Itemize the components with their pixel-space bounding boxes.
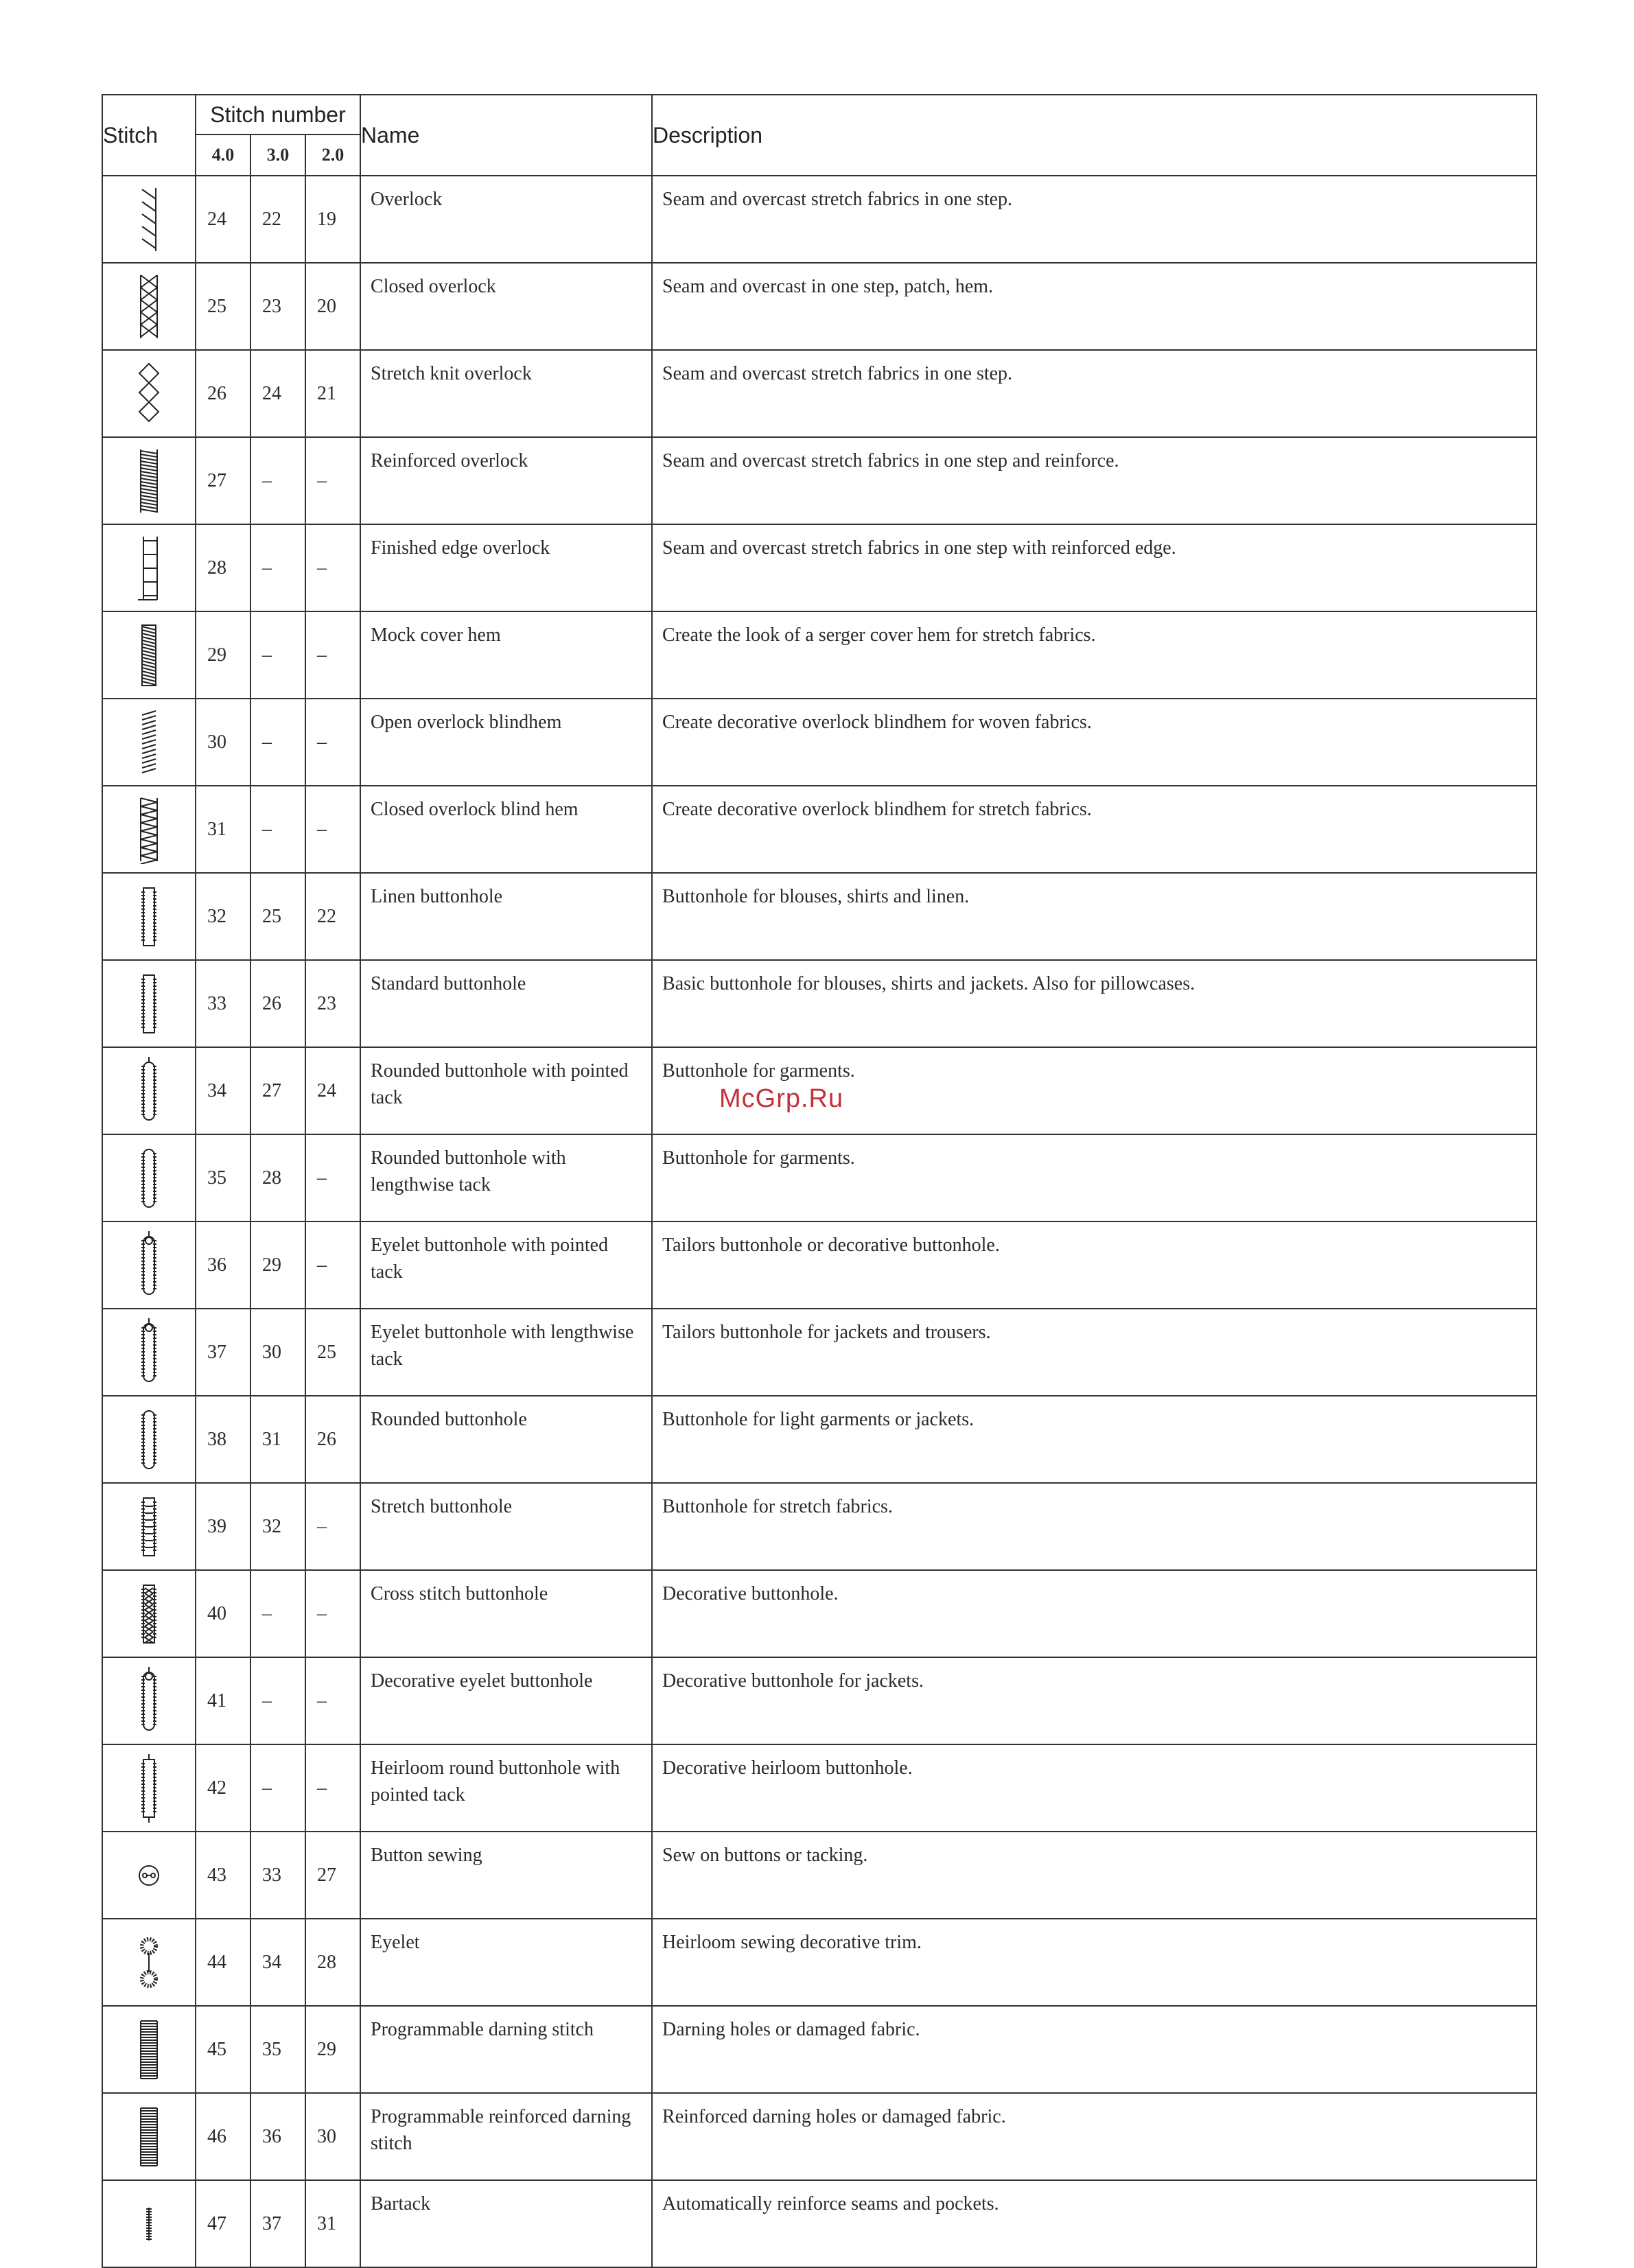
stitch-name: Open overlock blindhem [360,699,652,786]
stitch-description: Darning holes or damaged fabric. [652,2006,1537,2093]
stitch-name: Cross stitch buttonhole [360,1570,652,1657]
stitch-name: Closed overlock [360,263,652,350]
stitch-number-4-0: 24 [196,176,250,263]
stitch-number-4-0: 46 [196,2093,250,2180]
table-row [102,1134,1537,1221]
stitch-description: Seam and overcast stretch fabrics in one step and reinforce. [652,437,1537,524]
stitch-icon-cell [102,873,196,960]
table-row [102,437,1537,524]
stitch-number-3-0: 22 [250,176,305,263]
table-header [102,95,1537,176]
table-row [102,524,1537,611]
closed-overlock-stitch-icon [135,272,163,341]
stitch-number-4-0: 47 [196,2180,250,2267]
stitch-description: Tailors buttonhole or decorative buttonhole. [652,1221,1537,1309]
stitch-number-2-0: 26 [305,1396,360,1483]
stitch-name: Finished edge overlock [360,524,652,611]
stitch-icon-cell [102,786,196,873]
overlock-stitch-icon [135,185,163,254]
table-row [102,2093,1537,2180]
table-row [102,611,1537,699]
stitch-number-3-0: 36 [250,2093,305,2180]
stitch-description: Buttonhole for blouses, shirts and linen. [652,873,1537,960]
rounded-buttonhole-pointed-tack-stitch-icon [135,1057,163,1125]
stitch-number-2-0: – [305,524,360,611]
stitch-name: Overlock [360,176,652,263]
stitch-icon-cell [102,176,196,263]
rounded-buttonhole-lengthwise-tack-stitch-icon [135,1144,163,1213]
table-row [102,699,1537,786]
stitch-number-2-0: 31 [305,2180,360,2267]
description-column-header: Description [652,95,1537,176]
eyelet-buttonhole-lengthwise-tack-stitch-icon [135,1318,163,1387]
rounded-buttonhole-stitch-icon [135,1405,163,1474]
stitch-name: Button sewing [360,1832,652,1919]
stitch-icon-cell [102,960,196,1047]
stitch-number-3-0: 24 [250,350,305,437]
stitch-number-2-0: – [305,1657,360,1744]
table-row [102,1832,1537,1919]
stitch-icon-cell [102,1919,196,2006]
button-sewing-stitch-icon [135,1841,163,1910]
stitch-number-2-0: 27 [305,1832,360,1919]
stitch-description: Buttonhole for garments. [652,1047,1537,1134]
table-row [102,1309,1537,1396]
decorative-eyelet-buttonhole-stitch-icon [135,1667,163,1735]
linen-buttonhole-stitch-icon [135,882,163,951]
table-row [102,350,1537,437]
stitch-number-2-0: 25 [305,1309,360,1396]
table-row [102,1657,1537,1744]
stitch-number-2-0: 29 [305,2006,360,2093]
model-3-0-header: 3.0 [250,135,305,176]
stitch-name: Rounded buttonhole [360,1396,652,1483]
stitch-table [102,94,1537,2268]
stitch-icon-cell [102,524,196,611]
mock-cover-hem-stitch-icon [135,621,163,690]
stitch-icon-cell [102,2006,196,2093]
stitch-number-3-0: 32 [250,1483,305,1570]
stitch-number-4-0: 25 [196,263,250,350]
cross-stitch-buttonhole-stitch-icon [135,1580,163,1648]
stitch-number-3-0: – [250,1570,305,1657]
stitch-number-2-0: – [305,1483,360,1570]
stitch-description: Seam and overcast stretch fabrics in one step. [652,176,1537,263]
stretch-knit-overlock-stitch-icon [135,360,163,428]
stitch-name: Linen buttonhole [360,873,652,960]
stitch-number-3-0: 27 [250,1047,305,1134]
stitch-description: Automatically reinforce seams and pockets. [652,2180,1537,2267]
stitch-number-2-0: 24 [305,1047,360,1134]
stitch-number-2-0: – [305,1570,360,1657]
stitch-description: Buttonhole for garments. [652,1134,1537,1221]
stitch-name: Closed overlock blind hem [360,786,652,873]
model-2-0-header: 2.0 [305,135,360,176]
stitch-description: Seam and overcast in one step, patch, hem. [652,263,1537,350]
stitch-number-4-0: 31 [196,786,250,873]
stitch-number-2-0: – [305,437,360,524]
stitch-name: Decorative eyelet buttonhole [360,1657,652,1744]
stitch-number-4-0: 37 [196,1309,250,1396]
stitch-name: Rounded buttonhole with pointed tack [360,1047,652,1134]
stitch-name: Bartack [360,2180,652,2267]
stitch-number-3-0: – [250,524,305,611]
stitch-icon-cell [102,437,196,524]
stitch-number-2-0: 21 [305,350,360,437]
stitch-number-4-0: 45 [196,2006,250,2093]
stitch-icon-cell [102,2180,196,2267]
stitch-description: Create the look of a serger cover hem for stretch fabrics. [652,611,1537,699]
stitch-number-2-0: – [305,611,360,699]
stitch-icon-cell [102,1744,196,1832]
stitch-number-4-0: 43 [196,1832,250,1919]
stitch-number-3-0: 35 [250,2006,305,2093]
stitch-number-4-0: 32 [196,873,250,960]
stitch-icon-cell [102,263,196,350]
table-row [102,960,1537,1047]
stitch-number-3-0: 23 [250,263,305,350]
stitch-icon-cell [102,1134,196,1221]
stitch-description: Create decorative overlock blindhem for woven fabrics. [652,699,1537,786]
table-row [102,263,1537,350]
stitch-number-4-0: 33 [196,960,250,1047]
stitch-number-3-0: 31 [250,1396,305,1483]
stitch-name: Standard buttonhole [360,960,652,1047]
stitch-description: Decorative buttonhole for jackets. [652,1657,1537,1744]
stitch-name: Programmable reinforced darning stitch [360,2093,652,2180]
stitch-icon-cell [102,2093,196,2180]
stitch-name: Reinforced overlock [360,437,652,524]
table-body [102,176,1537,2267]
heirloom-round-buttonhole-stitch-icon [135,1754,163,1823]
stitch-number-4-0: 35 [196,1134,250,1221]
stitch-description: Buttonhole for light garments or jackets. [652,1396,1537,1483]
stitch-number-2-0: 23 [305,960,360,1047]
stitch-number-2-0: 19 [305,176,360,263]
stitch-number-3-0: 25 [250,873,305,960]
stitch-number-4-0: 29 [196,611,250,699]
programmable-darning-stitch-icon [135,2015,163,2084]
stitch-icon-cell [102,1221,196,1309]
stitch-number-2-0: – [305,786,360,873]
model-4-0-header: 4.0 [196,135,250,176]
stitch-description: Basic buttonhole for blouses, shirts and jackets. Also for pillowcases. [652,960,1537,1047]
stitch-number-2-0: 20 [305,263,360,350]
eyelet-stitch-icon [135,1928,163,1997]
table-row [102,1570,1537,1657]
stitch-column-header: Stitch [102,95,196,176]
stitch-icon-cell [102,350,196,437]
watermark: McGrp.Ru [719,1084,844,1113]
table-row [102,2180,1537,2267]
table-row [102,1744,1537,1832]
name-column-header: Name [360,95,652,176]
table-row [102,2006,1537,2093]
stitch-name: Eyelet buttonhole with pointed tack [360,1221,652,1309]
closed-overlock-blind-hem-stitch-icon [135,795,163,864]
stitch-name: Programmable darning stitch [360,2006,652,2093]
stitch-number-3-0: 26 [250,960,305,1047]
table-row [102,873,1537,960]
table-row [102,1396,1537,1483]
stitch-number-2-0: 30 [305,2093,360,2180]
stitch-number-4-0: 38 [196,1396,250,1483]
stitch-number-4-0: 30 [196,699,250,786]
stitch-number-3-0: – [250,786,305,873]
stitch-description: Tailors buttonhole for jackets and trousers. [652,1309,1537,1396]
finished-edge-overlock-stitch-icon [135,534,163,603]
stitch-icon-cell [102,1309,196,1396]
stitch-number-2-0: – [305,1221,360,1309]
stitch-number-3-0: – [250,699,305,786]
stitch-icon-cell [102,699,196,786]
stitch-number-3-0: – [250,1744,305,1832]
stitch-number-2-0: – [305,1744,360,1832]
stitch-number-4-0: 34 [196,1047,250,1134]
table-row [102,786,1537,873]
stitch-number-3-0: – [250,1657,305,1744]
stitch-number-2-0: 28 [305,1919,360,2006]
stitch-icon-cell [102,1832,196,1919]
open-overlock-blindhem-stitch-icon [135,708,163,777]
stitch-icon-cell [102,1047,196,1134]
stitch-icon-cell [102,1570,196,1657]
table-row [102,176,1537,263]
stitch-number-2-0: – [305,1134,360,1221]
stitch-number-3-0: 37 [250,2180,305,2267]
stitch-icon-cell [102,611,196,699]
stitch-number-4-0: 44 [196,1919,250,2006]
bartack-stitch-icon [135,2190,163,2258]
stitch-description: Reinforced darning holes or damaged fabric. [652,2093,1537,2180]
stitch-description: Buttonhole for stretch fabrics. [652,1483,1537,1570]
stitch-icon-cell [102,1396,196,1483]
stitch-number-3-0: – [250,437,305,524]
stitch-description: Seam and overcast stretch fabrics in one step. [652,350,1537,437]
stretch-buttonhole-stitch-icon [135,1493,163,1561]
stitch-description: Decorative buttonhole. [652,1570,1537,1657]
stitch-number-3-0: – [250,611,305,699]
stitch-number-3-0: 28 [250,1134,305,1221]
stitch-number-4-0: 28 [196,524,250,611]
stitch-description: Decorative heirloom buttonhole. [652,1744,1537,1832]
reinforced-overlock-stitch-icon [135,447,163,515]
stitch-number-4-0: 40 [196,1570,250,1657]
stitch-number-3-0: 30 [250,1309,305,1396]
standard-buttonhole-stitch-icon [135,970,163,1038]
stitch-icon-cell [102,1657,196,1744]
programmable-reinforced-darning-stitch-icon [135,2103,163,2171]
stitch-name: Stretch knit overlock [360,350,652,437]
stitch-description: Seam and overcast stretch fabrics in one step with reinforced edge. [652,524,1537,611]
eyelet-buttonhole-pointed-tack-stitch-icon [135,1231,163,1300]
table-row [102,1483,1537,1570]
stitch-description: Heirloom sewing decorative trim. [652,1919,1537,2006]
table-row [102,1221,1537,1309]
stitch-description: Create decorative overlock blindhem for stretch fabrics. [652,786,1537,873]
stitch-number-2-0: 22 [305,873,360,960]
stitch-name: Eyelet buttonhole with lengthwise tack [360,1309,652,1396]
stitch-name: Eyelet [360,1919,652,2006]
stitch-number-3-0: 33 [250,1832,305,1919]
stitch-number-4-0: 39 [196,1483,250,1570]
stitch-name: Rounded buttonhole with lengthwise tack [360,1134,652,1221]
stitch-number-column-header: Stitch number [196,95,360,135]
stitch-name: Heirloom round buttonhole with pointed tack [360,1744,652,1832]
stitch-number-4-0: 36 [196,1221,250,1309]
stitch-number-4-0: 27 [196,437,250,524]
stitch-number-3-0: 34 [250,1919,305,2006]
stitch-number-4-0: 26 [196,350,250,437]
table-row [102,1919,1537,2006]
stitch-number-4-0: 41 [196,1657,250,1744]
stitch-number-2-0: – [305,699,360,786]
stitch-name: Mock cover hem [360,611,652,699]
stitch-number-4-0: 42 [196,1744,250,1832]
stitch-number-3-0: 29 [250,1221,305,1309]
stitch-name: Stretch buttonhole [360,1483,652,1570]
stitch-icon-cell [102,1483,196,1570]
stitch-description: Sew on buttons or tacking. [652,1832,1537,1919]
